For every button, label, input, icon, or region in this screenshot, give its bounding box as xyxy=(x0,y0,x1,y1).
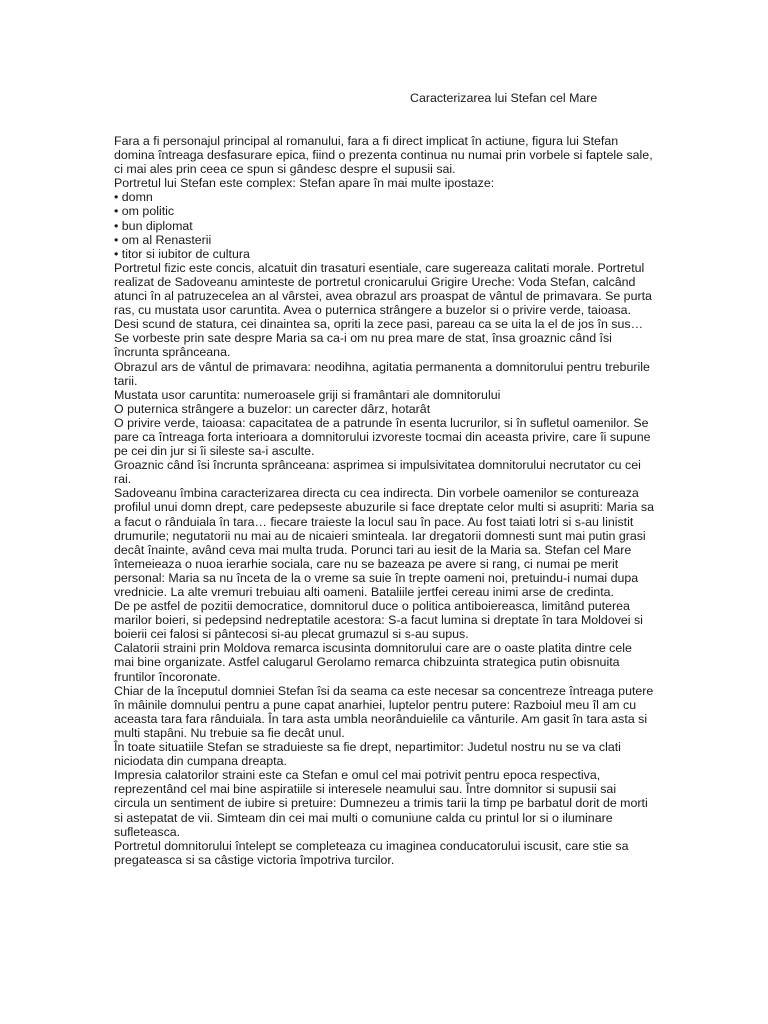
paragraph-concluzie: Portretul domnitorului întelept se completeaza cu imaginea conducatorului iscusit, care stie sa pregateasca si sa câstige victoria împotriva turcilor. xyxy=(114,838,629,867)
paragraph-antiboiereasca: De pe astfel de pozitii democratice, domnitorul duce o politica antiboiereasca, limitând puterea marilor boieri, si pedepsind nedreptatile acestora: S-a facut lumina si dreptate în tara Moldovei si boierii cei falosi si pântecosi si-au plecat grumazul si s-au supus. xyxy=(114,599,643,642)
paragraph-mustata: Mustata usor caruntita: numeroasele griji si framântari ale domnitorului xyxy=(114,387,501,402)
bullet-item-label: domn xyxy=(121,190,153,205)
paragraph-obrazul: Obrazul ars de vântul de primavara: neodihna, agitatia permanenta a domnitorului pentru treburile tarii. xyxy=(114,359,650,388)
bullet-item-label: om politic xyxy=(121,204,175,219)
bullet-item-label: bun diplomat xyxy=(121,218,193,233)
paragraph-portret-fizic: Portretul fizic este concis, alcatuit din trasaturi esentiale, care sugereaza calitati morale. Portretul realizat de Sadoveanu aminteste de portretul cronicarului Grigire Ureche: Voda Stefan, calcând atunci în al patruzecelea an al vârstei, avea obrazul ars proaspat de vântul de primavara. Se purta ras, cu mustata usor caruntita. Avea o puternica strângere a buzelor si o privire verde, taioasa. Desi scund de statura, cei dinaintea sa, opriti la zece pasi, pareau ca se uita la el de jos în sus… Se vorbeste prin sate despre Maria sa ca-i om nu prea mare de stat, însa groaznic când îsi încrunta sprânceana. xyxy=(114,260,652,360)
paragraph-intro: Fara a fi personajul principal al romanului, fara a fi direct implicat în actiune, figura lui Stefan domina întreaga desfasurare epica, fiind o prezenta continua nu numai prin vorbele si faptele sale, ci mai ales prin ceea ce spun si gândesc despre el supusii sai. xyxy=(114,134,653,177)
bullet-item xyxy=(114,233,654,247)
bullet-item-label: om al Renasterii xyxy=(121,232,212,247)
bullet-item-label: titor si iubitor de cultura xyxy=(121,246,250,261)
paragraph-privire: O privire verde, taioasa: capacitatea de a patrunde în esenta lucrurilor, si în sufletul oamenilor. Se pare ca întreaga forta interioara a domnitorului izvoreste tocmai din aceasta privire, care îi supune pe cei din jur si îi sileste sa-i asculte. xyxy=(114,415,651,459)
paragraph-putere: Chiar de la începutul domniei Stefan îsi da seama ca este necesar sa concentreze întreaga putere în mâinile domnului pentru a pune capat anarhiei, luptelor pentru putere: Razboiul meu îl am cu aceasta tara fara rânduiala. În tara asta umbla neorânduielile ca vânturile. Am gasit în tara asta si multi stapâni. Nu trebuie sa fie decât unul. xyxy=(114,683,654,740)
bullet-item xyxy=(114,190,654,204)
paragraph-calatori: Calatorii straini prin Moldova remarca iscusinta domnitorului care are o oaste platita dintre cele mai bine organizate. Astfel calugarul Gerolamo remarca chibzuinta strategica putin obisnuita fruntilor încoronate. xyxy=(114,641,632,684)
paragraph-sprinceana: Groaznic când îsi încrunta sprânceana: asprimea si impulsivitatea domnitorului necrutator cu cei rai. xyxy=(114,458,641,487)
paragraph-drept: În toate situatiile Stefan se straduieste sa fie drept, nepartimitor: Judetul nostru nu se va clati niciodata din cumpana dreapta. xyxy=(114,740,621,769)
paragraph-caracterizare: Sadoveanu îmbina caracterizarea directa cu cea indirecta. Din vorbele oamenilor se contureaza profilul unui domn drept, care pedepseste abuzurile si face dreptate celor multi si asupriti: Maria sa a facut o rânduiala în tara… fiecare traieste la locul sau în pace. Au fost taiati lotri si s-au linistit drumurile; negutatorii nu mai au de nicaieri sminteala. Iar dregatorii domnesti sunt mai putin grasi decât înainte, având ceva mai multa truda. Porunci tari au iesit de la Maria sa. Stefan cel Mare întemeieaza o nuoa ierarhie sociala, care nu se bazeaza pe avere si rang, ci numai pe merit personal: Maria sa nu înceta de la o vreme sa suie în trepte oameni noi, pretuindu-i numai dupa vrednicie. La alte vremuri trebuiau alti oameni. Bataliile jertfei cereau inimi arse de credinta. xyxy=(114,486,654,599)
document-body xyxy=(114,134,654,867)
paragraph-impresia: Impresia calatorilor straini este ca Stefan e omul cel mai potrivit pentru epoca respectiva, reprezentând cel mai bine aspiratiile si interesele neamului sau. Între domnitor si supusii sai circula un sentiment de iubire si pretuire: Dumnezeu a trimis tarii la timp pe barbatul dorit de morti si astepatat de vii. Simteam din cei mai multi o comuniune calda cu printul lor si o iluminare sufleteasca. xyxy=(114,768,648,839)
document-title: Caracterizarea lui Stefan cel Mare xyxy=(410,91,598,105)
paragraph-buzele: O puternica strângere a buzelor: un carecter dârz, hotarât xyxy=(114,401,431,416)
paragraph-ipostaze: Portretul lui Stefan este complex: Stefan apare în mai multe ipostaze: xyxy=(114,176,495,191)
bullet-item xyxy=(114,247,654,261)
bullet-item xyxy=(114,219,654,233)
bullet-item xyxy=(114,204,654,218)
